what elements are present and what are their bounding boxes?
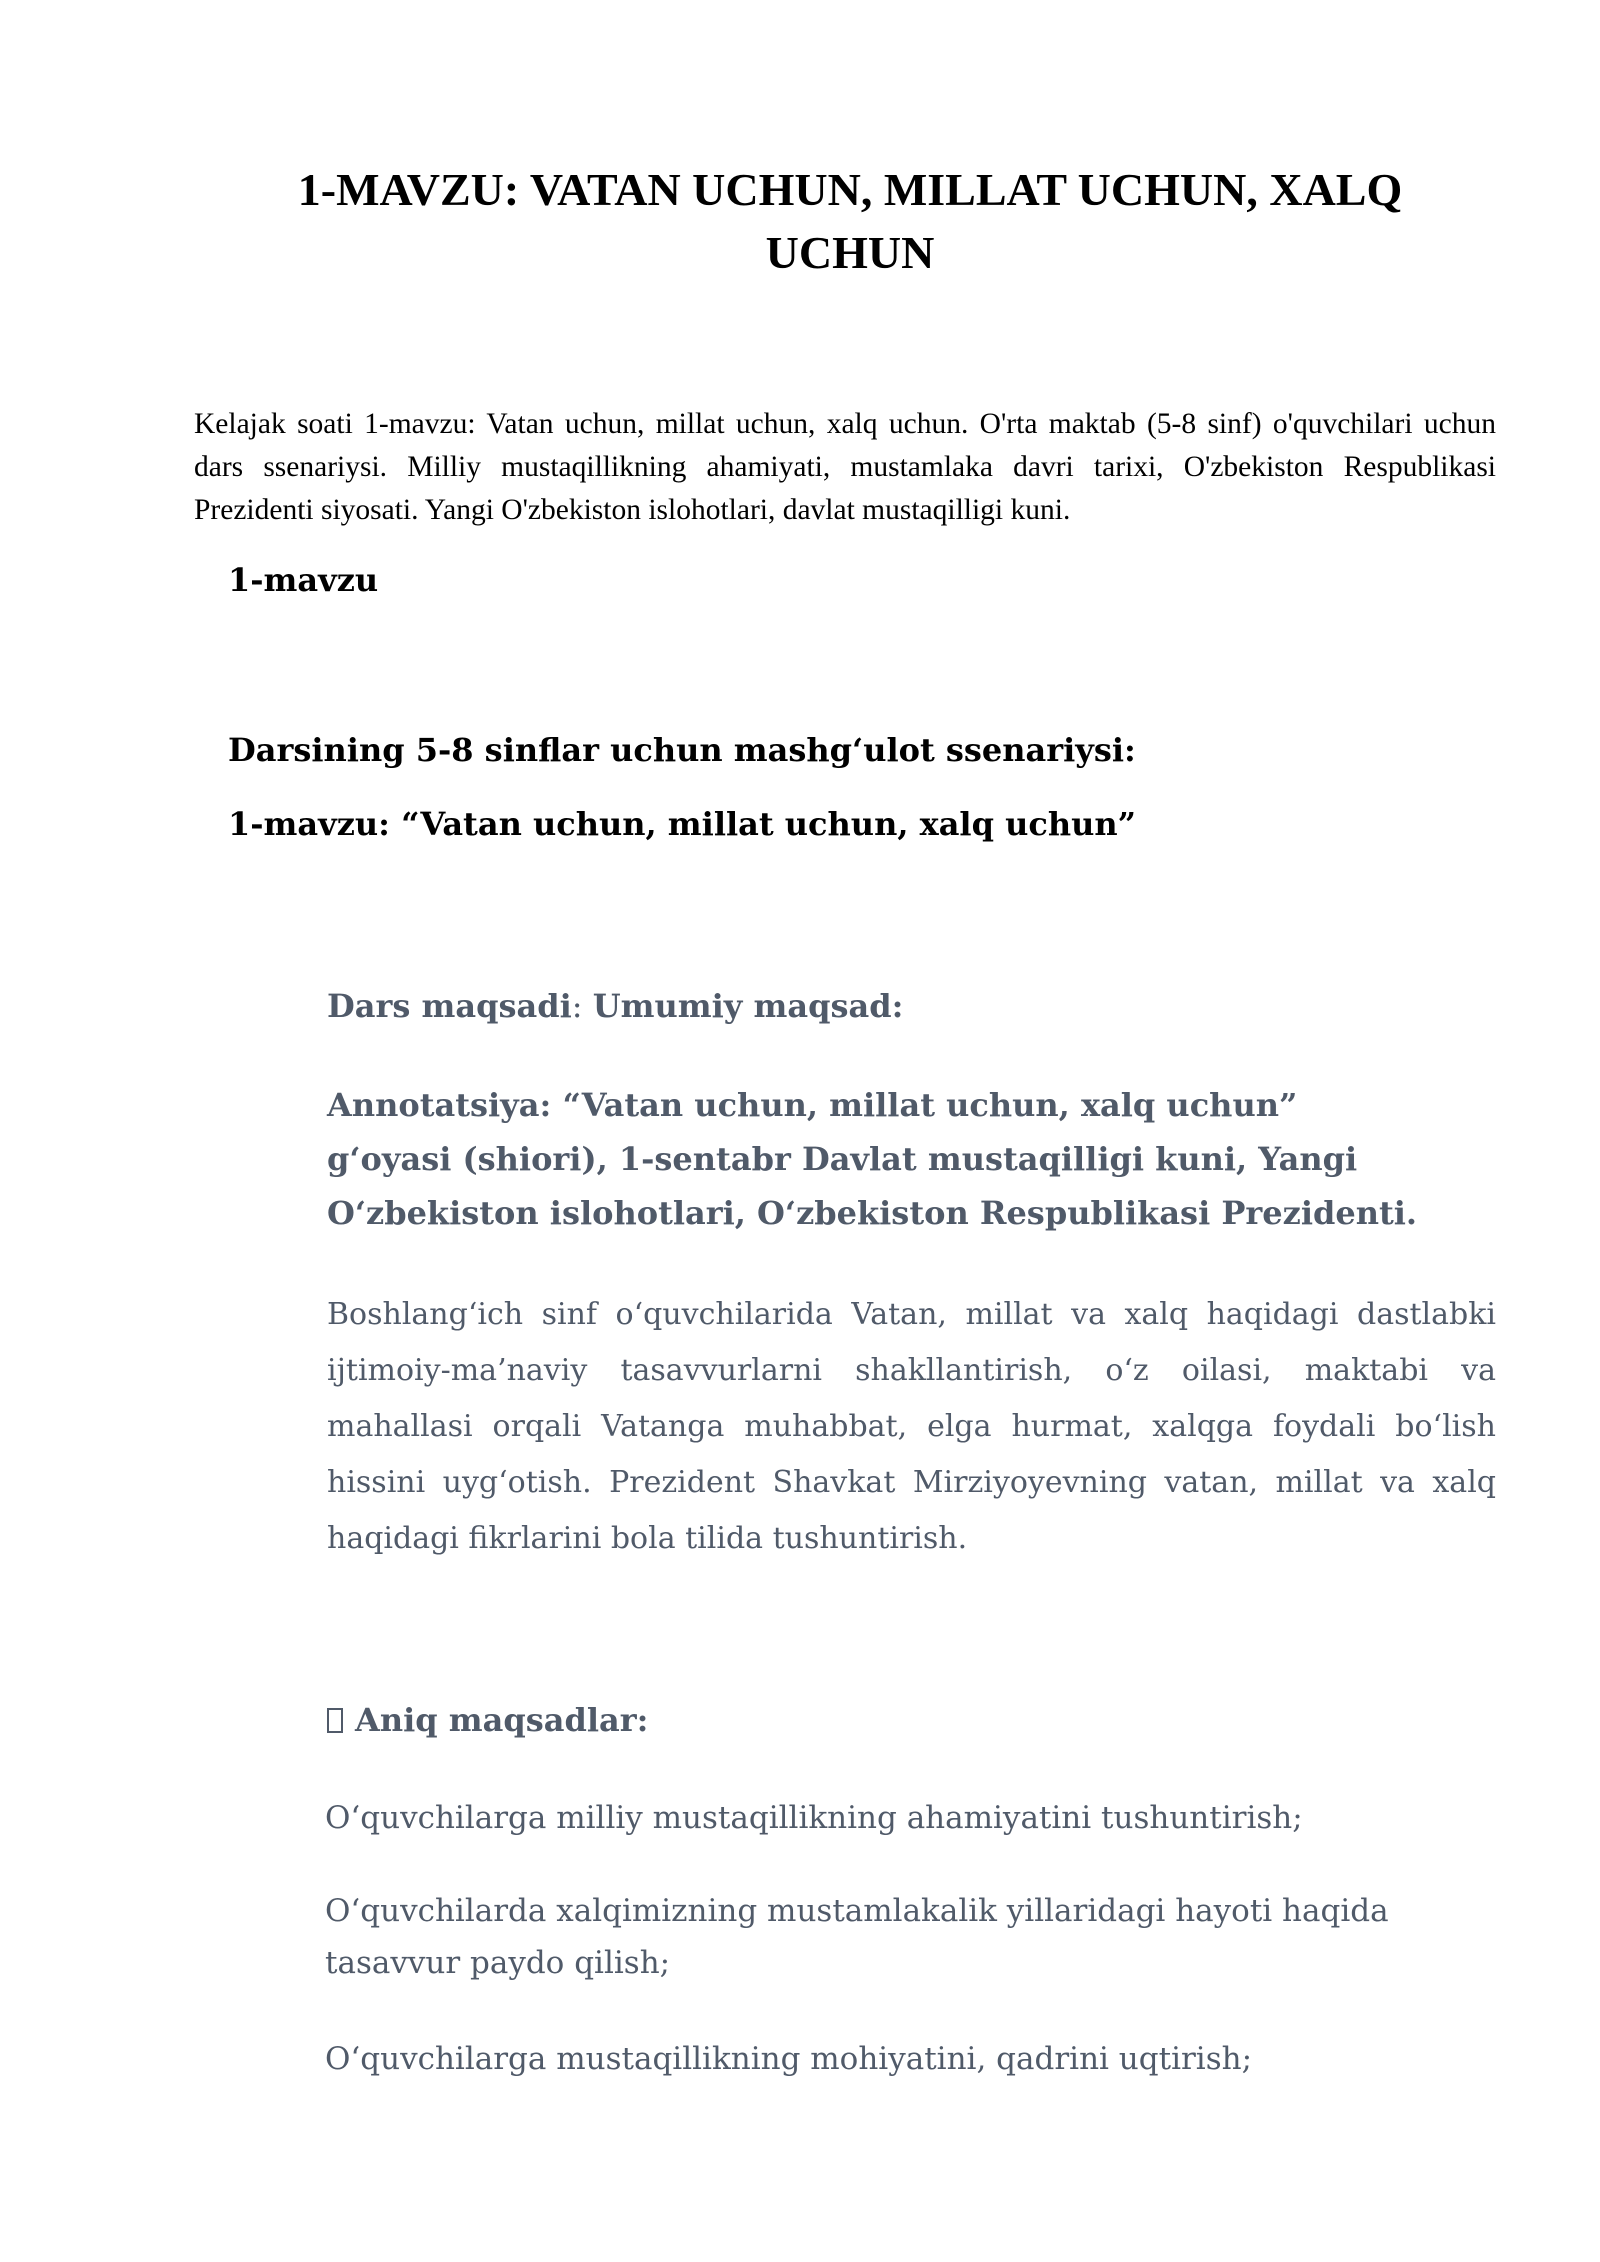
objective-item: O‘quvchilarda xalqimizning mustamlakalik yillaridagi hayoti haqida tasavvur paydo qilish; [325, 1893, 1389, 1981]
annotation-paragraph: Annotatsiya: “Vatan uchun, millat uchun, xalq uchun” g‘oyasi (shiori), 1-sentabr Davlat mustaqilligi kuni, Yangi O‘zbekiston islohotlari, O‘zbekiston Respublikasi Prezidenti. [327, 1086, 1418, 1232]
lesson-goal-label: Dars maqsadi [327, 987, 572, 1025]
heading-lesson-scenario: Darsining 5-8 sinflar uchun mashg‘ulot ssenariysi: [228, 731, 1136, 769]
objective-item: O‘quvchilarga milliy mustaqillikning ahamiyatini tushuntirish; [325, 1800, 1303, 1836]
specific-goals-heading [327, 1698, 648, 1742]
objective-item: O‘quvchilarga mustaqillikning mohiyatini, qadrini uqtirish; [325, 2041, 1253, 2077]
body-paragraph: Boshlang‘ich sinf o‘quvchilarida Vatan, millat va xalq haqidagi dastlabki ijtimoiy-ma’naviy tasavvurlarni shakllantirish, o‘z oilasi, maktabi va mahallasi orqali Vatanga muhabbat, elga hurmat, xalqga foydali bo‘lish hissini uyg‘otish. Prezident Shavkat Mirziyoyevning vatan, millat va xalq haqidagi fikrlarini bola tilida tushuntirish. [327, 1297, 1496, 1556]
lesson-goal-value: Umumiy maqsad: [592, 987, 904, 1025]
document-title: 1-MAVZU: VATAN UCHUN, MILLAT UCHUN, XALQ UCHUN [297, 164, 1403, 278]
lesson-goal-separator: : [571, 987, 593, 1025]
specific-goals-label: Aniq maqsadlar: [355, 1701, 649, 1739]
intro-paragraph: Kelajak soati 1-mavzu: Vatan uchun, millat uchun, xalq uchun. O'rta maktab (5-8 sinf) o'quvchilari uchun dars ssenariysi. Milliy mustaqillikning ahamiyati, mustamlaka davri tarixi, O'zbekiston Respublikasi Prezidenti siyosati. Yangi O'zbekiston islohotlari, davlat mustaqilligi kuni. [194, 408, 1496, 526]
heading-topic-title: 1-mavzu: “Vatan uchun, millat uchun, xalq uchun” [228, 805, 1137, 843]
lesson-goal-line [327, 984, 903, 1028]
heading-mavzu: 1-mavzu [228, 561, 379, 599]
missing-glyph-box-icon [327, 1708, 343, 1733]
